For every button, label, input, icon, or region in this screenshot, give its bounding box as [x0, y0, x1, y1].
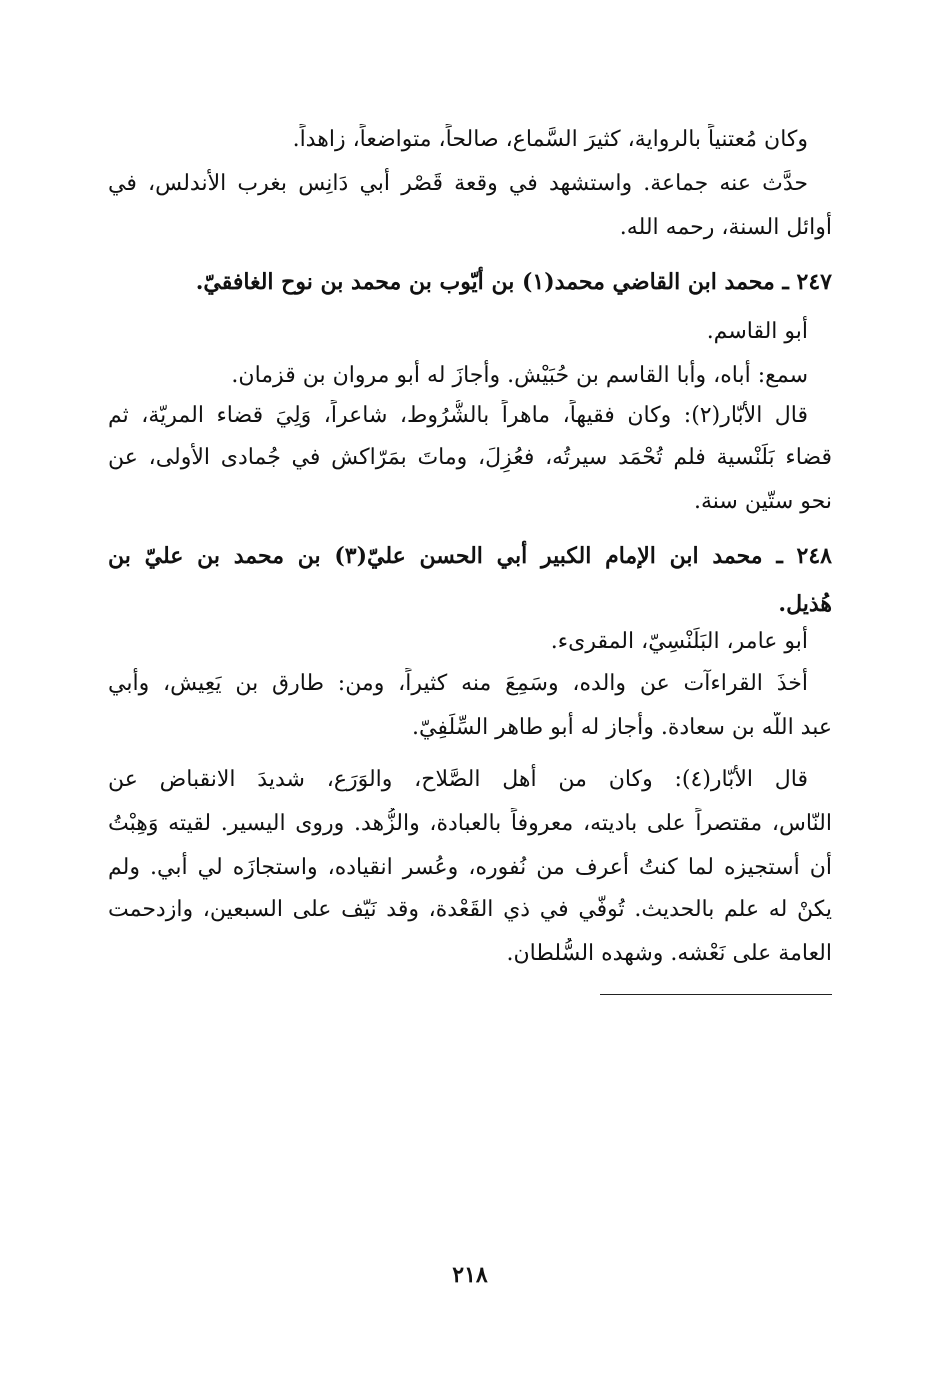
body-line: قضاء بَلَنْسية فلم تُحْمَد سيرتُه، فعُزِلَ، وماتَ بمَرّاكش في جُمادى الأولى، عن [108, 445, 832, 470]
entry-heading-248: ٢٤٨ ـ محمد ابن الإمام الكبير أبي الحسن عليّ(٣) بن محمد بن عليّ بن [108, 543, 832, 569]
page-number: ٢١٨ [452, 1262, 488, 1288]
body-line: أبو عامر، البَلَنْسِيّ، المقرىء. [550, 629, 808, 654]
body-line: يكنْ له علم بالحديث. تُوفّي في ذي القَعْدة، وقد نَيّف على السبعين، وازدحمت [108, 897, 832, 922]
body-line: سمع: أباه، وأبا القاسم بن حُبَيْش. وأجازَ له أبو مروان بن قزمان. [231, 363, 808, 388]
body-line: أن أستجيزه لما كنتُ أعرف من نُفوره، وعُسر انقياده، واستجازَه لي أبي. ولم [108, 855, 832, 880]
body-line: أوائل السنة، رحمه الله. [619, 215, 832, 240]
body-line: النّاس، مقتصراً على باديته، معروفاً بالعبادة، والزُّهد. وروى اليسير. لقيته وَهِبْتُ [108, 811, 832, 836]
body-line: قال الأبّار(٢): وكان فقيهاً، ماهراً بالشُّرُوط، شاعراً، وَلِيَ قضاء المريّة، ثم [108, 403, 808, 428]
body-line: نحو ستّين سنة. [694, 489, 832, 514]
body-line: أخذَ القراءآت عن والده، وسَمِعَ منه كثيراً، ومن: طارق بن يَعِيش، وأبي [108, 671, 808, 696]
footnote-separator [600, 994, 832, 995]
body-line: حدَّث عنه جماعة. واستشهد في وقعة قَصْر أبي دَانِس بغرب الأندلس، في [108, 171, 808, 196]
body-line: وكان مُعتنياً بالرواية، كثيرَ السَّماع، صالحاً، متواضعاً، زاهداً. [292, 127, 808, 152]
body-line: عبد اللّه بن سعادة. وأجاز له أبو طاهر السِّلَفِيّ. [412, 715, 832, 740]
entry-heading-248-cont: هُذيل. [778, 591, 832, 617]
body-line: قال الأبّار(٤): وكان من أهل الصَّلاح، والوَرَع، شديدَ الانقباض عن [108, 767, 808, 792]
entry-heading-247: ٢٤٧ ـ محمد ابن القاضي محمد(١) بن أيّوب بن محمد بن نوح الغافقيّ. [195, 269, 832, 295]
body-line: العامة على نَعْشه. وشهده السُّلطان. [506, 941, 832, 966]
body-line: أبو القاسم. [706, 319, 808, 344]
